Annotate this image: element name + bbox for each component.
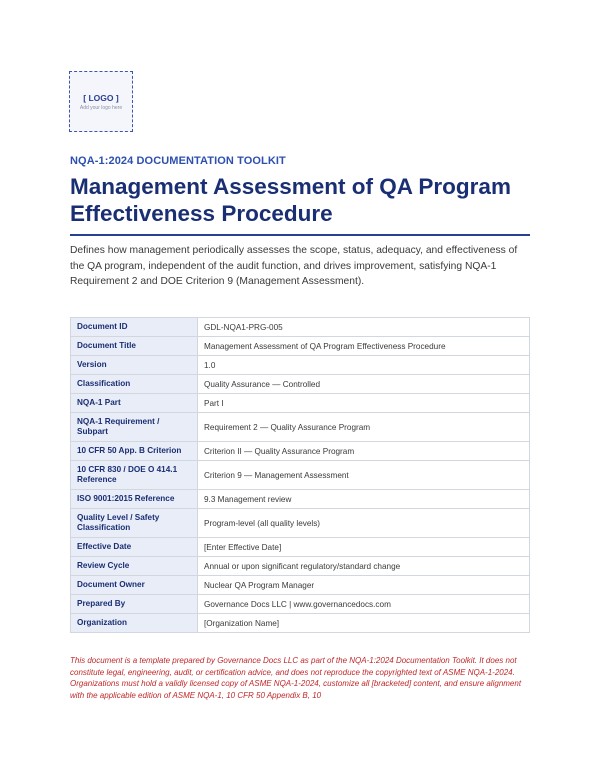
logo-label: [ LOGO ] (83, 92, 119, 103)
meta-value: GDL-NQA1-PRG-005 (198, 318, 530, 337)
meta-key: 10 CFR 830 / DOE O 414.1 Reference (71, 461, 198, 490)
meta-value: Governance Docs LLC | www.governancedocs.com (198, 595, 530, 614)
table-row (71, 576, 530, 595)
meta-value: Nuclear QA Program Manager (198, 576, 530, 595)
table-row (71, 375, 530, 394)
meta-key: Review Cycle (71, 557, 198, 576)
title-rule (70, 234, 530, 236)
table-row (71, 509, 530, 538)
meta-key: ISO 9001:2015 Reference (71, 490, 198, 509)
meta-key: NQA-1 Part (71, 394, 198, 413)
meta-value: Requirement 2 — Quality Assurance Program (198, 413, 530, 442)
meta-value: Criterion 9 — Management Assessment (198, 461, 530, 490)
table-row (71, 318, 530, 337)
meta-value: Annual or upon significant regulatory/standard change (198, 557, 530, 576)
meta-key: 10 CFR 50 App. B Criterion (71, 442, 198, 461)
meta-value: 1.0 (198, 356, 530, 375)
table-row (71, 413, 530, 442)
document-title: Management Assessment of QA Program Effectiveness Procedure (70, 174, 511, 226)
table-row (71, 614, 530, 633)
table-row (71, 442, 530, 461)
table-row (71, 595, 530, 614)
table-row (71, 538, 530, 557)
logo-placeholder (69, 71, 133, 132)
meta-key: Prepared By (71, 595, 198, 614)
meta-value: Quality Assurance — Controlled (198, 375, 530, 394)
toolkit-kicker: NQA-1:2024 DOCUMENTATION TOOLKIT (70, 155, 286, 167)
template-disclaimer: This document is a template prepared by Governance Docs LLC as part of the NQA-1:2024 Documentation Toolkit. It does not constitute legal, engineering, audit, or certification advice, and does not reproduce the copyrighted text of ASME NQA-1-2024. Organizations must hold a validly licensed copy of ASME NQA-1-2024, customize all [bracketed] content, and ensure alignment with the applicable edition of ASME NQA-1, 10 CFR 50 Appendix B, 10 (70, 656, 522, 700)
table-row (71, 461, 530, 490)
meta-key: Document ID (71, 318, 198, 337)
meta-key: Document Title (71, 337, 198, 356)
meta-key: Organization (71, 614, 198, 633)
document-description: Defines how management periodically assesses the scope, status, adequacy, and effectiveness of the QA program, independent of the audit function, and drives improvement, satisfying NQA-1 Requirement 2 and DOE Criterion 9 (Management Assessment). (70, 245, 518, 287)
meta-value: 9.3 Management review (198, 490, 530, 509)
table-row (71, 490, 530, 509)
table-row (71, 356, 530, 375)
meta-key: Quality Level / Safety Classification (71, 509, 198, 538)
meta-value: [Enter Effective Date] (198, 538, 530, 557)
table-row (71, 394, 530, 413)
meta-value: Program-level (all quality levels) (198, 509, 530, 538)
meta-value: Criterion II — Quality Assurance Program (198, 442, 530, 461)
meta-key: Document Owner (71, 576, 198, 595)
meta-value: Management Assessment of QA Program Effectiveness Procedure (198, 337, 530, 356)
logo-subtext: Add your logo here (79, 104, 123, 111)
document-metadata-table (70, 317, 530, 633)
table-row (71, 337, 530, 356)
meta-value: [Organization Name] (198, 614, 530, 633)
meta-key: Version (71, 356, 198, 375)
meta-key: Effective Date (71, 538, 198, 557)
meta-key: NQA-1 Requirement / Subpart (71, 413, 198, 442)
meta-key: Classification (71, 375, 198, 394)
meta-value: Part I (198, 394, 530, 413)
table-row (71, 557, 530, 576)
